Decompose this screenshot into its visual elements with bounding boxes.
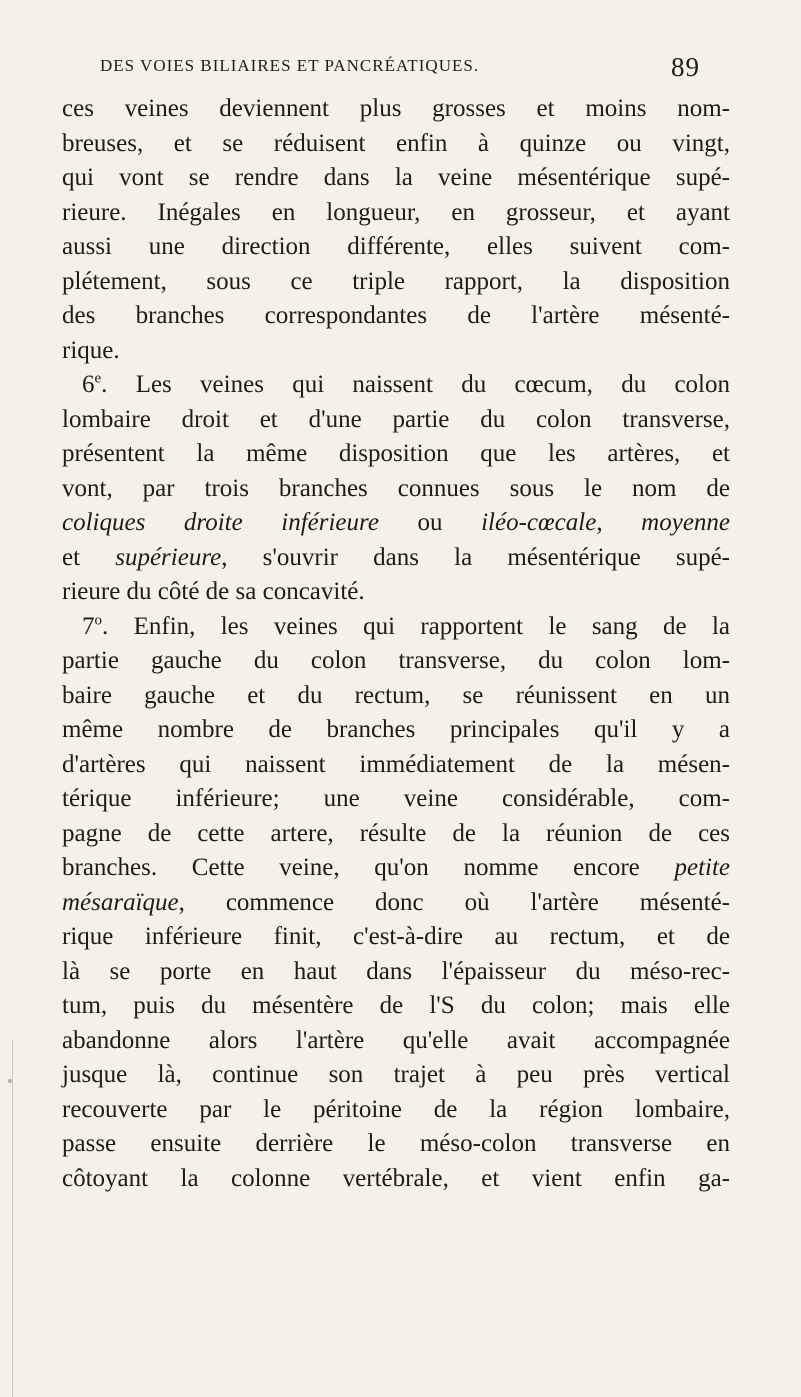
text-line: lombaire droit et d'une partie du colon transverse, xyxy=(62,405,730,433)
text-run: et xyxy=(62,543,116,571)
running-title: DES VOIES BILIAIRES ET PANCRÉATIQUES. xyxy=(100,56,480,75)
page-number: 89 xyxy=(671,52,700,82)
text-line: aussi une direction différente, elles suivent com- xyxy=(62,233,730,260)
text-line: rique inférieure finit, c'est-à-dire au rectum, et de xyxy=(62,923,730,950)
text-line: côtoyant la colonne vertébrale, et vient enfin ga- xyxy=(62,1164,730,1192)
running-head xyxy=(100,52,700,92)
text-line: recouverte par le péritoine de la région lombaire, xyxy=(62,1095,730,1123)
italic-term: iléo-cœcale xyxy=(481,509,597,536)
text-run: branches. Cette veine, qu'on nomme encore xyxy=(62,854,675,881)
text-line xyxy=(62,541,730,576)
text-line: même nombre de branches principales qu'il y a xyxy=(62,716,730,743)
text-line: ces veines deviennent plus grosses et moins nom- xyxy=(62,95,730,122)
italic-term: petite xyxy=(674,854,730,881)
item-number-suffix: o xyxy=(94,612,102,629)
italic-term: coliques droite inférieure xyxy=(62,509,379,536)
text-line: tum, puis du mésentère de l'S du colon; mais elle xyxy=(62,992,730,1019)
margin-speck xyxy=(8,1079,12,1083)
text-line: pagne de cette artere, résulte de la réunion de ces xyxy=(62,819,730,847)
item-number: 6 xyxy=(82,371,95,398)
paragraph-7-start xyxy=(62,610,730,645)
text-line: abandonne alors l'artère qu'elle avait accompagnée xyxy=(62,1026,730,1054)
body-text xyxy=(62,92,730,1196)
text-line: partie gauche du colon transverse, du colon lom- xyxy=(62,647,730,674)
italic-term: mésaraïque xyxy=(62,888,179,916)
text-line: breuses, et se réduisent enfin à quinze ou vingt, xyxy=(62,129,730,157)
text-line: rique. xyxy=(62,336,120,364)
text-line xyxy=(62,886,730,921)
item-number: 7 xyxy=(82,612,95,640)
text-line xyxy=(62,506,730,541)
text-line: térique inférieure; une veine considérable, com- xyxy=(62,785,730,812)
text-line: jusque là, continue son trajet à peu près vertical xyxy=(62,1061,730,1088)
text-run: , s'ouvrir dans la mésentérique supé- xyxy=(221,543,731,571)
item-number-suffix: e xyxy=(94,370,102,387)
text-run: . Enfin, les veines qui rapportent le sang de la xyxy=(102,612,730,640)
text-line: baire gauche et du rectum, se réunissent en un xyxy=(62,681,730,709)
text-line xyxy=(62,851,730,886)
text-line: des branches correspondantes de l'artère mésenté- xyxy=(62,302,730,329)
text-line: vont, par trois branches connues sous le nom de xyxy=(62,474,730,502)
text-line: rieure du côté de sa concavité. xyxy=(62,578,365,605)
text-run: , xyxy=(596,509,642,536)
text-line: d'artères qui naissent immédiatement de la mésen- xyxy=(62,750,730,778)
text-run: ou xyxy=(378,509,482,536)
text-run: . Les veines qui naissent du cœcum, du colon xyxy=(101,371,730,398)
paragraph-6-start xyxy=(62,368,730,403)
text-line: présentent la même disposition que les artères, et xyxy=(62,440,730,467)
italic-term: moyenne xyxy=(641,509,731,536)
text-run: , commence donc où l'artère mésenté- xyxy=(178,888,730,916)
italic-term: supérieure xyxy=(115,543,222,571)
text-line: plétement, sous ce triple rapport, la disposition xyxy=(62,267,730,295)
text-line: rieure. Inégales en longueur, en grosseur, et ayant xyxy=(62,198,730,226)
text-line: là se porte en haut dans l'épaisseur du méso-rec- xyxy=(62,957,730,985)
text-line: passe ensuite derrière le méso-colon transverse en xyxy=(62,1130,730,1157)
text-line: qui vont se rendre dans la veine mésentérique supé- xyxy=(62,164,730,191)
gutter-shadow xyxy=(12,1040,13,1397)
